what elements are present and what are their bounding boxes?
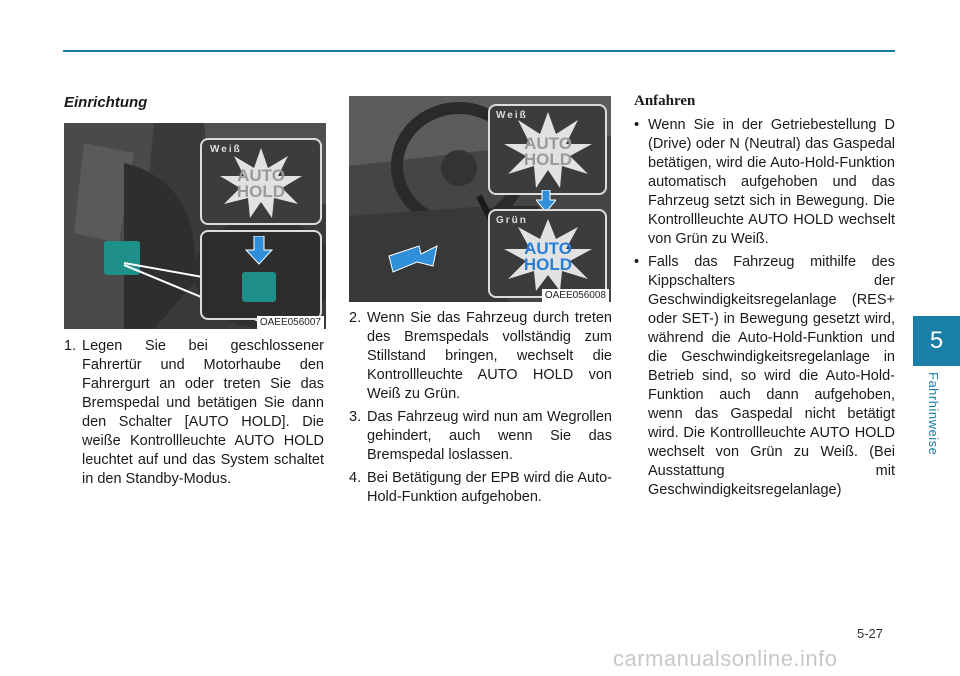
bullets-list-right — [634, 116, 895, 504]
chapter-title: Fahrhinweise — [926, 372, 941, 456]
step-text: Legen Sie bei geschlossener Fahrertür und Motorhaube den Fahrergurt an oder treten Sie das Bremspedal und betätigen Sie dann den Schalter [AUTO HOLD]. Die weiße Kontrollleuchte AUTO HOLD leuchtet auf und das System schaltet in den Standby-Modus. — [82, 338, 324, 487]
step-number: 4. — [349, 470, 362, 486]
step-number: 3. — [349, 409, 362, 425]
figure-code: OAEE056008 — [542, 289, 609, 302]
list-item — [64, 337, 324, 489]
chapter-number-tab[interactable]: 5 — [913, 316, 960, 366]
bullet-mark: • — [634, 117, 640, 133]
bullet-text: Wenn Sie in der Getriebestellung D (Drive) oder N (Neutral) das Gaspedal betätigen, wird die Auto-Hold-Funktion automatisch aufgehoben und das Fahrzeug setzt sich in Bewegung. Die Kontrollleuchte AUTO HOLD wechselt von Grün zu Weiß. — [648, 117, 895, 247]
indicator-panel-green — [488, 209, 607, 298]
auto-hold-switch[interactable] — [242, 272, 276, 302]
list-item — [349, 469, 612, 507]
list-item — [349, 408, 612, 465]
panel-color-label: Weiß — [210, 144, 242, 155]
step-text: Das Fahrzeug wird nun am Wegrollen gehindert, auch wenn Sie das Bremspedal loslassen. — [367, 409, 612, 463]
indicator-panel-white — [200, 138, 322, 225]
step-text: Bei Betätigung der EPB wird die Auto-Hold-Funktion aufgehoben. — [367, 470, 612, 505]
panel-color-label: Weiß — [496, 110, 528, 121]
figure-auto-hold-indicator-change — [349, 96, 611, 302]
list-item — [634, 116, 895, 249]
auto-hold-indicator-white: AUTO HOLD — [523, 134, 573, 169]
steps-list-left — [64, 337, 324, 493]
page-number: 5-27 — [857, 626, 884, 641]
auto-hold-indicator-green: AUTO HOLD — [523, 239, 573, 274]
steps-list-middle — [349, 309, 612, 511]
list-item — [349, 309, 612, 404]
section-heading-einrichtung: Einrichtung — [64, 94, 148, 111]
switch-closeup-panel — [200, 230, 322, 320]
step-number: 2. — [349, 310, 362, 326]
figure-auto-hold-switch — [64, 123, 326, 329]
watermark: carmanualsonline.info — [613, 646, 838, 671]
step-text: Wenn Sie das Fahrzeug durch treten des Bremspedals vollständig zum Stillstand bringen, wechselt die Kontrollleuchte AUTO HOLD von Weiß zu Grün. — [367, 310, 612, 402]
list-item — [634, 253, 895, 500]
step-number: 1. — [64, 338, 77, 354]
panel-color-label: Grün — [496, 215, 528, 226]
auto-hold-indicator-white: AUTO HOLD — [236, 166, 286, 201]
bullet-text: Falls das Fahrzeug mithilfe des Kippschalters der Geschwindigkeitsregelanlage (RES+ oder SET-) in Bewegung gesetzt wird, während die Auto-Hold-Funktion und die Geschwindigkeitsregelanlage in Betrieb sind, so wird die Auto-Hold-Funktion auch dann aufgehoben, wenn das Gaspedal nicht betätigt wird. Die Kontrollleuchte AUTO HOLD wechselt von Grün zu Weiß. (Bei Ausstattung mit Geschwindigkeitsregelanlage) — [648, 254, 895, 498]
header-rule — [63, 50, 895, 52]
press-arrow-icon — [244, 236, 274, 266]
figure-code: OAEE056007 — [257, 316, 324, 329]
bullet-mark: • — [634, 254, 640, 270]
indicator-panel-white — [488, 104, 607, 195]
section-heading-anfahren: Anfahren — [634, 93, 696, 109]
